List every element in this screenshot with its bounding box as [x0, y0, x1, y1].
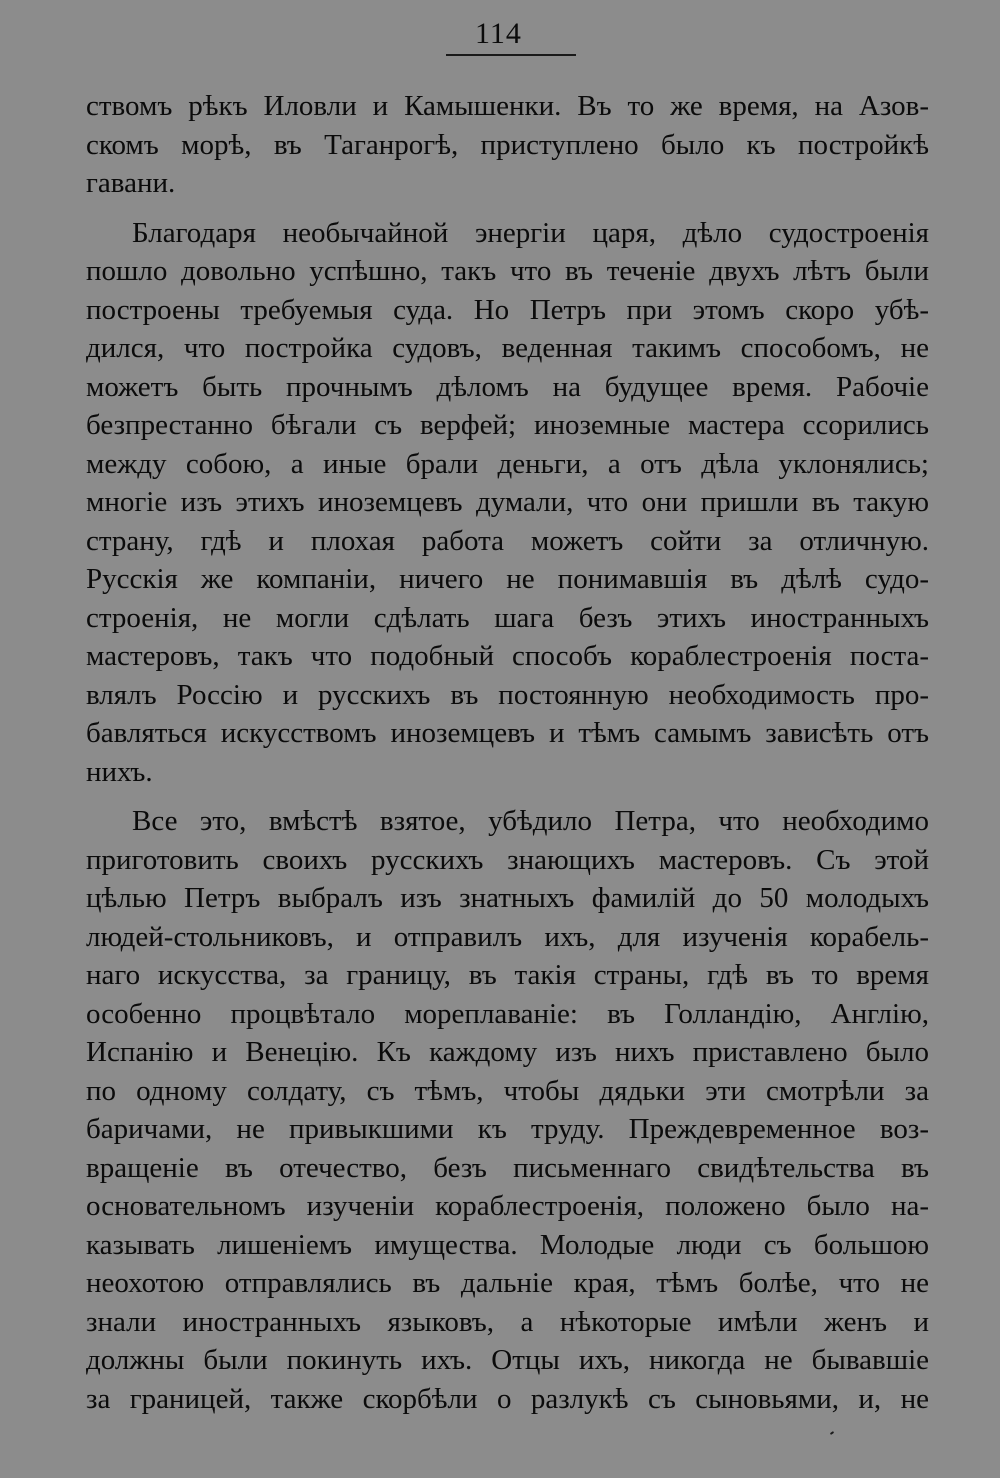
text-line: ствомъ рѣкъ Иловли и Камышенки. Въ то же время, на Азов-: [86, 90, 929, 122]
text-line: вращеніе въ отечество, безъ письменнаго свидѣтельства въ: [86, 1151, 929, 1184]
text-line: скомъ морѣ, въ Таганрогѣ, приступлено было къ постройкѣ: [86, 128, 929, 161]
paragraph: [86, 802, 929, 1418]
text-line: должны были покинуть ихъ. Отцы ихъ, никогда не бывавшіе: [86, 1344, 929, 1376]
paragraph: [86, 214, 929, 792]
text-line: безпрестанно бѣгали съ верфей; иноземные мастера ссорились: [86, 409, 929, 441]
header-rule: [446, 54, 576, 56]
text-line: неохотою отправлялись въ дальніе края, тѣмъ болѣе, что не: [86, 1267, 929, 1299]
text-line: страну, гдѣ и плохая работа можетъ сойти за отличную.: [86, 524, 929, 557]
text-line: гавани.: [86, 167, 176, 199]
text-line: знали иностранныхъ языковъ, а нѣкоторые имѣли женъ и: [86, 1305, 929, 1338]
text-line: влялъ Россію и русскихъ въ постоянную необходимость про-: [86, 678, 929, 711]
text-line: дился, что постройка судовъ, веденная такимъ способомъ, не: [86, 332, 929, 364]
text-line: казывать лишеніемъ имущества. Молодые люди съ большою: [86, 1228, 929, 1261]
text-line: многіе изъ этихъ иноземцевъ думали, что они пришли въ такую: [86, 486, 929, 518]
text-line: Русскія же компаніи, ничего не понимавшія въ дѣлѣ судо-: [86, 563, 929, 595]
paragraph-gap: [86, 791, 929, 802]
body-text: [86, 87, 929, 1418]
text-line: приготовить своихъ русскихъ знающихъ мастеровъ. Съ этой: [86, 843, 929, 876]
text-line: бавляться искусствомъ иноземцевъ и тѣмъ самымъ зависѣть отъ: [86, 717, 929, 749]
print-speck: [830, 1431, 834, 1435]
text-line: Испанію и Венецію. Къ каждому изъ нихъ приставлено было: [86, 1036, 929, 1068]
text-line: пошло довольно успѣшно, такъ что въ теченіе двухъ лѣтъ были: [86, 255, 929, 287]
text-line: строенія, не могли сдѣлать шага безъ этихъ иностранныхъ: [86, 601, 929, 634]
text-line: цѣлью Петръ выбралъ изъ знатныхъ фамилій до 50 молодыхъ: [86, 882, 929, 914]
text-line: построены требуемыя суда. Но Петръ при этомъ скоро убѣ-: [86, 293, 929, 326]
text-line: мастеровъ, такъ что подобный способъ кораблестроенія поста-: [86, 640, 929, 672]
paragraph: [86, 87, 929, 203]
text-line: Благодаря необычайной энергіи царя, дѣло судостроенія: [132, 216, 929, 249]
text-line: между собою, а иные брали деньги, а отъ дѣла уклонялись;: [86, 447, 929, 480]
text-line: основательномъ изученіи кораблестроенія, положено было на-: [86, 1190, 929, 1222]
text-line: людей-стольниковъ, и отправилъ ихъ, для изученія корабель-: [86, 920, 929, 953]
paragraph-gap: [86, 203, 929, 214]
text-line: Все это, вмѣстѣ взятое, убѣдило Петра, что необходимо: [132, 805, 929, 837]
text-line: можетъ быть прочнымъ дѣломъ на будущее время. Рабочіе: [86, 370, 929, 403]
text-line: баричами, не привыкшими къ труду. Преждевременное воз-: [86, 1113, 929, 1145]
page-number: 114: [475, 17, 522, 50]
text-line: за границей, также скорбѣли о разлукѣ съ сыновьями, и, не: [86, 1382, 929, 1415]
text-line: особенно процвѣтало мореплаваніе: въ Голландію, Англію,: [86, 997, 929, 1030]
text-line: по одному солдату, съ тѣмъ, чтобы дядьки эти смотрѣли за: [86, 1074, 929, 1107]
text-line: нихъ.: [86, 755, 153, 788]
text-line: наго искусства, за границу, въ такія страны, гдѣ въ то время: [86, 959, 929, 991]
